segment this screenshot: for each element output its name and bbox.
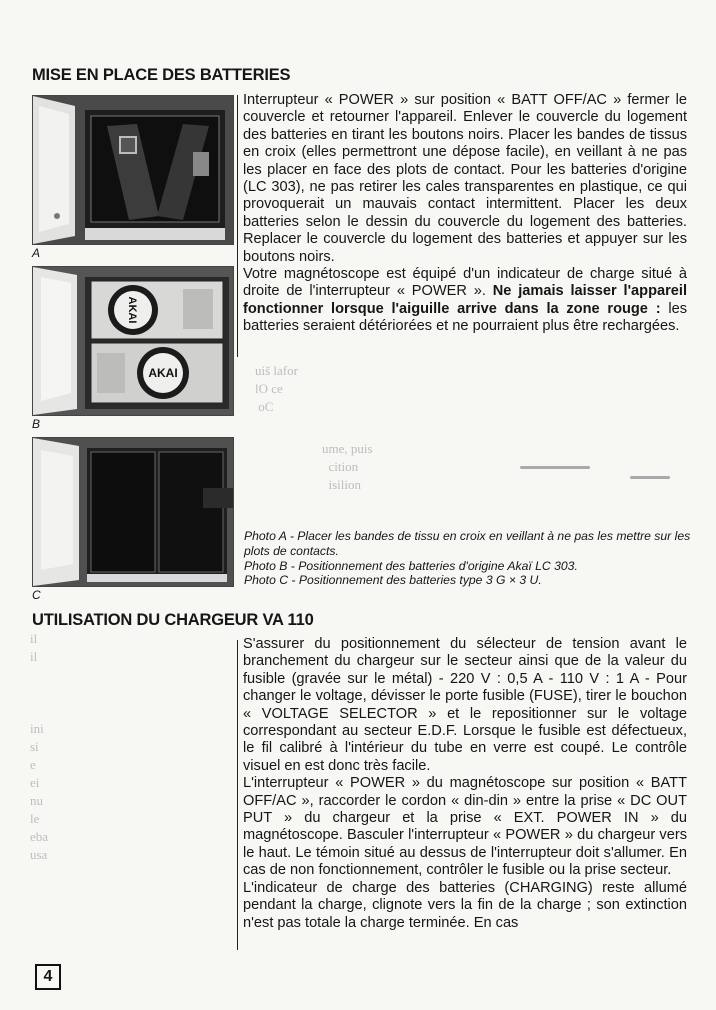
battery-compartment-illustration (33, 96, 233, 244)
photo-captions (244, 529, 694, 588)
photo-b-label: B (32, 417, 41, 431)
section-charger-text (243, 636, 687, 932)
akai-logo: AKAI (148, 366, 178, 380)
battery-pack-illustration (33, 438, 233, 586)
photo-c-label: C (32, 588, 41, 602)
scan-smudge (630, 476, 670, 479)
battery-install-paragraph: Interrupteur « POWER » sur position « BATT OFF/AC » fermer le couvercle et retourner l'appareil. Enlever le couvercle du logement des batteries en tirant les boutons noirs. Placer les bandes de tissus en croix (elles permettront une dépose facile), en veillant à ne pas les placer en face des plots de contact. Pour les batteries d'origine (LC 303), ne pas retirer les cales transparentes en plastique, ce qui provoquerait un mauvais contact intermittent. Placer les deux batteries selon le dessin du couvercle du logement des batteries. Replacer le couvercle du logement des batteries et appuyer sur les boutons noirs. (243, 92, 687, 265)
section-heading-charger: UTILISATION DU CHARGEUR VA 110 (32, 611, 314, 629)
scan-smudge (520, 466, 590, 469)
photo-c (32, 437, 234, 587)
section-batteries-text (243, 92, 687, 336)
section-heading-batteries: MISE EN PLACE DES BATTERIES (32, 66, 291, 84)
akai-batteries-illustration (33, 267, 233, 415)
caption-b: Photo B - Positionnement des batteries d'origine Akaï LC 303. (244, 558, 578, 573)
page-number: 4 (35, 964, 61, 990)
column-rule (237, 95, 238, 357)
photo-a (32, 95, 234, 245)
akai-logo-rotated: AKAI (126, 296, 138, 324)
column-rule (237, 640, 238, 950)
photo-a-label: A (32, 246, 41, 260)
show-through-text: uiš lafor lO ce oC (255, 363, 298, 414)
caption-a: Photo A - Placer les bandes de tissu en croix en veillant à ne pas les mettre sur les plots de contacts. (244, 529, 691, 558)
show-through-text: il il ini si e ei nu le eba usa (30, 631, 49, 862)
caption-c: Photo C - Positionnement des batteries type 3 G × 3 U. (244, 573, 542, 588)
charge-warning: Ne jamais laisser l'appareil fonctionner lorsque l'aiguille arrive dans la zone rouge : (243, 283, 688, 317)
charge-indicator-paragraph: Votre magnétoscope est équipé d'un indicateur de charge situé à droite de l'interrupteur « POWER ». Ne jamais laisser l'appareil fonctionner lorsque l'aiguille arrive dans la zone rouge : les batteries seraient détériorées et ne pourraient plus être rechargées. (243, 266, 688, 335)
photo-b (32, 266, 234, 416)
connection-paragraph: L'interrupteur « POWER » du magnétoscope sur position « BATT OFF/AC », raccorder le cordon « din-din » entre la prise « DC OUT PUT » du chargeur et la prise « EXT. POWER IN » du magnétoscope. Basculer l'interrupteur « POWER » du chargeur vers le haut. Le témoin situé au dessus de l'interrupteur doit s'allumer. En cas de non fonctionnement, contrôler le fusible ou la prise secteur. (243, 775, 687, 879)
show-through-text: ume, puis cition isilion (322, 441, 373, 492)
charging-indicator-paragraph: L'indicateur de charge des batteries (CHARGING) reste allumé pendant la charge, clignote vers la fin de la charge ; son extinction n'est pas totale la charge terminée. En cas (243, 879, 687, 931)
voltage-paragraph: S'assurer du positionnement du sélecteur de tension avant le branchement du chargeur sur le secteur ainsi que de la valeur du fusible (gravée sur le métal) - 220 V : 0,5 A - 110 V : 1 A - Pour changer le voltage, dévisser le porte fusible (FUSE), tirer le bouchon « VOLTAGE SELECTOR » et le repositionner sur le voltage correspondant au secteur E.D.F. Lorsque le fusible est défectueux, le fil calibré à l'intérieur du tube en verre est coupé. Le contrôle visuel en est donc très facile. (243, 636, 687, 774)
